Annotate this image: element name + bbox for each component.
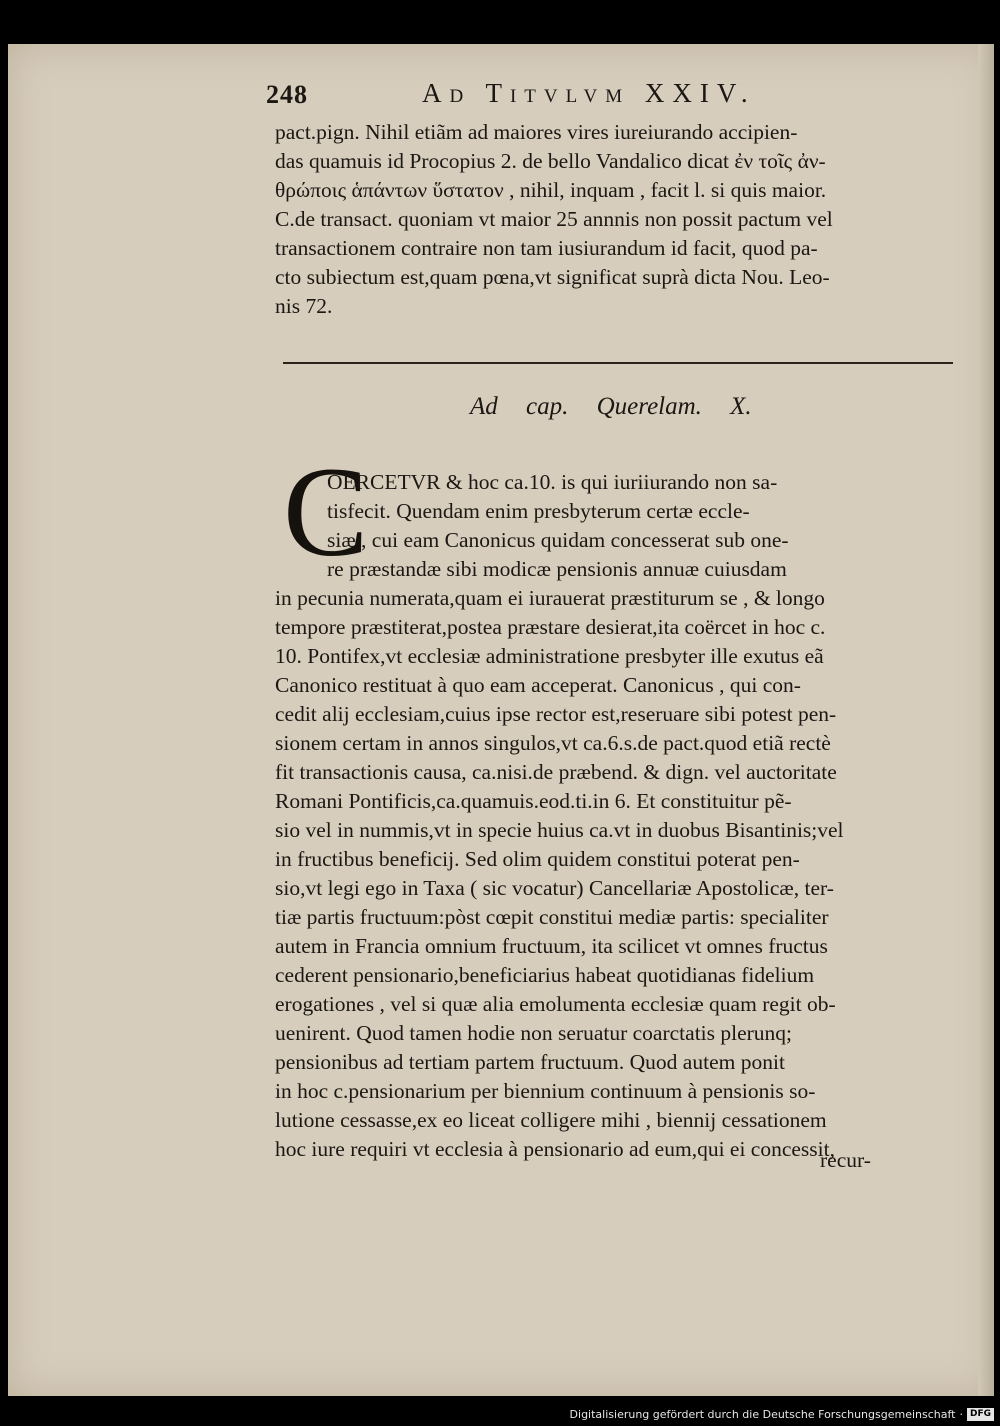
text-line: in fructibus beneficij. Sed olim quidem constitui poterat pen- [275, 847, 800, 871]
text-line: Romani Pontificis,ca.quamuis.eod.ti.in 6. Et constituitur pẽ- [275, 789, 792, 813]
text-line: in hoc c.pensionarium per biennium continuum à pensionis so- [275, 1079, 816, 1103]
running-title: Ad Titvlvm XXIV. [422, 78, 756, 108]
text-line: 10. Pontifex,vt ecclesiæ administratione presbyter ille exutus eã [275, 644, 824, 668]
digitization-footer [570, 1408, 994, 1421]
text-line: sio vel in nummis,vt in specie huius ca.vt in duobus Bisantinis;vel [275, 818, 844, 842]
footer-text: Digitalisierung gefördert durch die Deutsche Forschungsgemeinschaft [569, 1408, 956, 1421]
text-line: cto subiectum est,quam pœna,vt significat suprà dicta Nou. Leo- [275, 265, 830, 289]
chapter-heading: Ad cap. Querelam. X. [470, 393, 752, 420]
text-line: siæ , cui eam Canonicus quidam concesserat sub one- [327, 528, 789, 552]
text-line: das quamuis id Procopius 2. de bello Vandalico dicat ἐν τοῖς ἀν- [275, 149, 826, 173]
text-line: θρώποις ἁπάντων ὕστατον , nihil, inquam , facit l. si quis maior. [275, 178, 827, 202]
section-rule [283, 362, 953, 364]
text-line: cedit alij ecclesiam,cuius ipse rector est,reseruare sibi potest pen- [275, 702, 837, 726]
text-line: sionem certam in annos singulos,vt ca.6.s.de pact.quod etiã rectè [275, 731, 831, 755]
catchword: recur- [820, 1148, 871, 1172]
text-line: cederent pensionario,beneficiarius habeat quotidianas fidelium [275, 963, 815, 987]
dfg-logo-icon: DFG [967, 1408, 994, 1421]
text-line: uenirent. Quod tamen hodie non seruatur coarctatis plerunq; [275, 1021, 793, 1045]
text-line: autem in Francia omnium fructuum, ita scilicet vt omnes fructus [275, 934, 828, 958]
text-line: tempore præstiterat,postea præstare desierat,ita coërcet in hoc c. [275, 615, 826, 639]
page-edge [978, 44, 994, 1396]
text-line: tisfecit. Quendam enim presbyterum certæ eccle- [327, 499, 750, 523]
text-line: erogationes , vel si quæ alia emolumenta ecclesiæ quam regit ob- [275, 992, 836, 1016]
text-line: pact.pign. Nihil etiãm ad maiores vires iureiurando accipien- [275, 120, 798, 144]
text-line: sio,vt legi ego in Taxa ( sic vocatur) Cancellariæ Apostolicæ, ter- [275, 876, 834, 900]
text-line: OERCETVR & hoc ca.10. is qui iuriiurando non sa- [327, 470, 778, 494]
text-line: pensionibus ad tertiam partem fructuum. Quod autem ponit [275, 1050, 785, 1074]
text-line: Canonico restituat à quo eam acceperat. Canonicus , qui con- [275, 673, 801, 697]
running-header [262, 78, 842, 118]
page-number: 248 [266, 80, 308, 109]
text-line: transactionem contraire non tam iusiurandum id facit, quod pa- [275, 236, 818, 260]
drop-cap: C [283, 441, 369, 583]
text-line: fit transactionis causa, ca.nisi.de præbend. & dign. vel auctoritate [275, 760, 837, 784]
footer-separator: · [959, 1408, 963, 1421]
text-line: in pecunia numerata,quam ei iurauerat præstiturum se , & longo [275, 586, 825, 610]
text-block-top [275, 118, 955, 321]
text-line: lutione cessasse,ex eo liceat colligere mihi , biennij cessationem [275, 1108, 827, 1132]
text-line: tiæ partis fructuum:pòst cœpit constitui mediæ partis: specialiter [275, 905, 829, 929]
text-line: nis 72. [275, 294, 333, 318]
text-line: re præstandæ sibi modicæ pensionis annuæ cuiusdam [327, 557, 787, 581]
text-line: C.de transact. quoniam vt maior 25 annnis non possit pactum vel [275, 207, 833, 231]
text-block-main [275, 468, 955, 1164]
text-line: hoc iure requiri vt ecclesia à pensionario ad eum,qui ei concessit, [275, 1137, 835, 1161]
